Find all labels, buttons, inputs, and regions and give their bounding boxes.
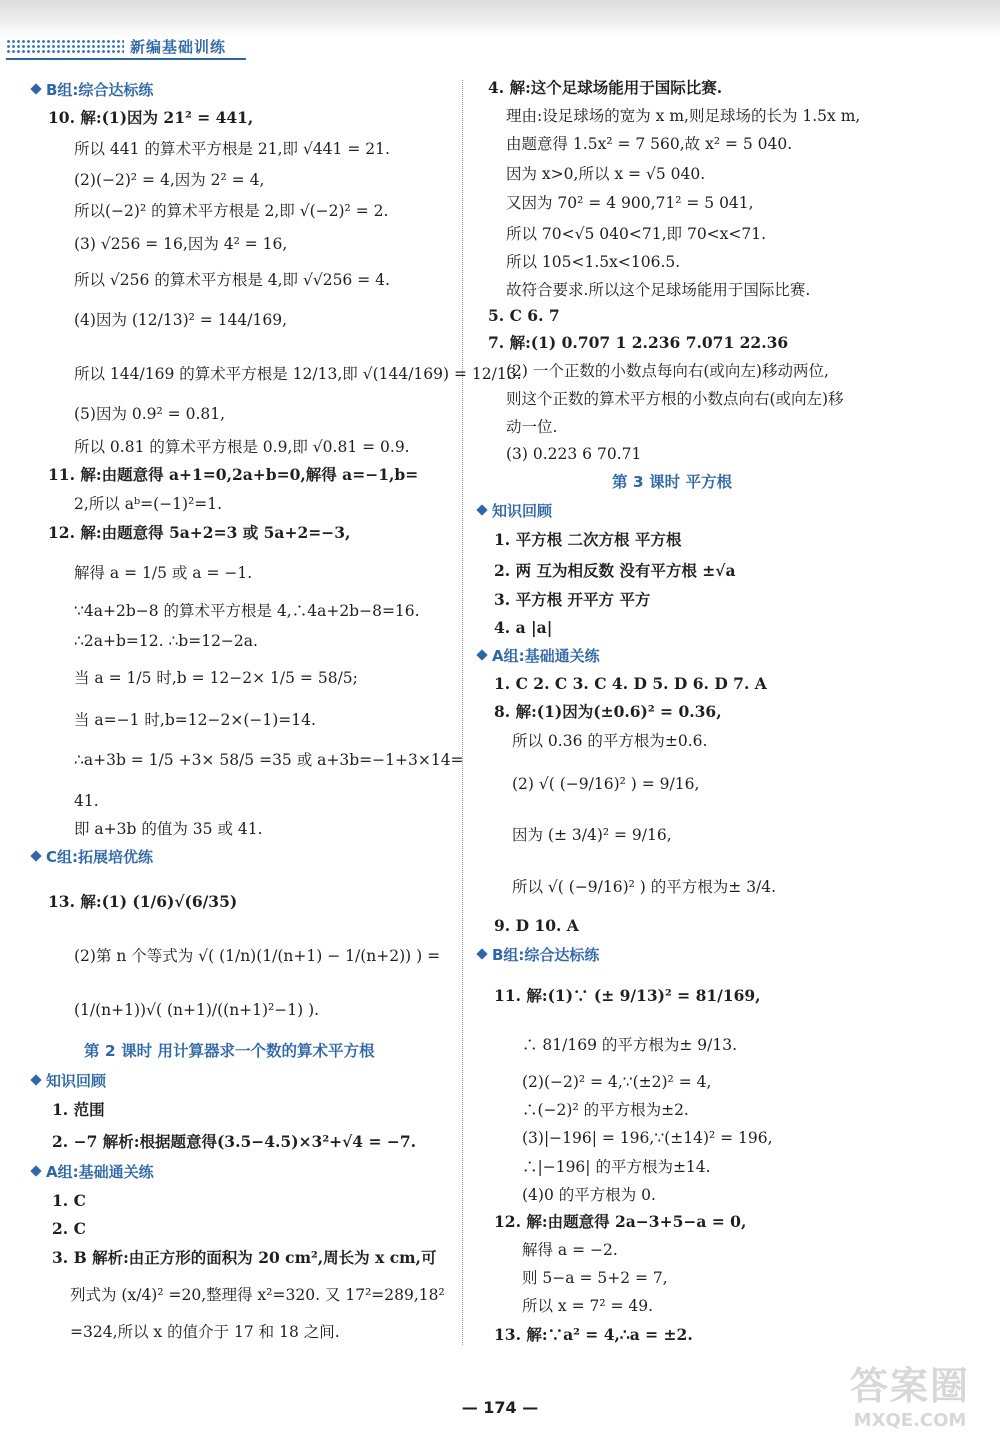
watermark-text: 答案圈 xyxy=(849,1364,970,1408)
section-label: 知识回顾 xyxy=(492,502,553,520)
answer-line: 当 a = 1/5 时,b = 12−2× 1/5 = 58/5; xyxy=(74,669,358,687)
section-label: 知识回顾 xyxy=(46,1072,107,1090)
answer-line: 所以 105<1.5x<106.5. xyxy=(506,253,681,271)
answer-line: 则 5−a = 5+2 = 7, xyxy=(522,1269,668,1287)
answer-line: ∵4a+2b−8 的算术平方根是 4,∴4a+2b−8=16. xyxy=(74,602,420,620)
answer-line: 7. 解:(1) 0.707 1 2.236 7.071 22.36 xyxy=(488,333,789,352)
answer-line: 4. 解:这个足球场能用于国际比赛. xyxy=(488,78,723,97)
answer-line: =324,所以 x 的值介于 17 和 18 之间. xyxy=(70,1323,340,1341)
diamond-icon xyxy=(30,850,41,861)
answer-line: 5. C 6. 7 xyxy=(488,306,560,325)
answer-line: 所以 x = 7² = 49. xyxy=(522,1297,654,1315)
answer-line: 3. 平方根 开平方 平方 xyxy=(494,590,651,609)
answer-line: (2)第 n 个等式为 √( (1/n)(1/(n+1) − 1/(n+2)) ) = xyxy=(74,947,441,965)
answer-line: 1. C 2. C 3. C 4. D 5. D 6. D 7. A xyxy=(494,674,767,693)
section-label: B组:综合达标练 xyxy=(46,81,154,99)
section-label: A组:基础通关练 xyxy=(46,1163,154,1181)
series-logo xyxy=(6,36,246,56)
answer-line: 由题意得 1.5x² = 7 560,故 x² = 5 040. xyxy=(506,135,793,153)
section-heading-c xyxy=(32,847,153,867)
answer-line: 因为 x>0,所以 x = √5 040. xyxy=(506,165,706,183)
answer-line: 41. xyxy=(74,792,99,810)
section-heading-b xyxy=(32,80,153,100)
answer-line: 3. B 解析:由正方形的面积为 20 cm²,周长为 x cm,可 xyxy=(52,1248,437,1267)
answer-line: 2. 两 互为相反数 没有平方根 ±√a xyxy=(494,561,736,580)
answer-line: ∴2a+b=12. ∴b=12−2a. xyxy=(74,632,258,650)
answer-line: 所以 0.36 的平方根为±0.6. xyxy=(512,732,708,750)
section-heading-review xyxy=(32,1071,106,1091)
answer-line: 1. 平方根 二次方根 平方根 xyxy=(494,530,682,549)
answer-line: (2) √( (−9/16)² ) = 9/16, xyxy=(512,775,700,793)
answer-line: 列式为 (x/4)² =20,整理得 x²=320. 又 17²=289,18² xyxy=(70,1286,445,1304)
answer-line: 所以(−2)² 的算术平方根是 2,即 √(−2)² = 2. xyxy=(74,202,389,220)
answer-line: 即 a+3b 的值为 35 或 41. xyxy=(74,820,263,838)
answer-line: 11. 解:由题意得 a+1=0,2a+b=0,解得 a=−1,b= xyxy=(48,465,419,484)
answer-line: 1. C xyxy=(52,1191,86,1210)
page-number: — 174 — xyxy=(461,1398,539,1417)
answer-line: 4. a |a| xyxy=(494,618,553,637)
answer-line: 因为 (± 3/4)² = 9/16, xyxy=(512,826,672,844)
answer-line: 动一位. xyxy=(506,418,558,436)
section-heading-b xyxy=(478,945,599,965)
answer-line: (3)|−196| = 196,∵(±14)² = 196, xyxy=(522,1129,773,1147)
answer-line: 13. 解:(1) (1/6)√(6/35) xyxy=(48,892,238,911)
answer-line: (2) 一个正数的小数点每向右(或向左)移动两位, xyxy=(506,362,829,380)
answer-line: 2. −7 解析:根据题意得(3.5−4.5)×3²+√4 = −7. xyxy=(52,1132,417,1151)
answer-line: (5)因为 0.9² = 0.81, xyxy=(74,405,226,423)
answer-line: 11. 解:(1)∵ (± 9/13)² = 81/169, xyxy=(494,986,761,1005)
answer-line: ∴ 81/169 的平方根为± 9/13. xyxy=(522,1036,738,1054)
answer-line: 所以 √( (−9/16)² ) 的平方根为± 3/4. xyxy=(512,878,777,896)
answer-line: 1. 范围 xyxy=(52,1100,105,1119)
answer-line: 解得 a = −2. xyxy=(522,1241,618,1259)
answer-line: 2. C xyxy=(52,1219,86,1238)
answer-line: 12. 解:由题意得 5a+2=3 或 5a+2=−3, xyxy=(48,523,351,542)
section-label: A组:基础通关练 xyxy=(492,647,600,665)
diamond-icon xyxy=(476,948,487,959)
section-heading-review xyxy=(478,501,552,521)
answer-line: ∴|−196| 的平方根为±14. xyxy=(522,1158,711,1176)
header-rule xyxy=(6,58,246,60)
answer-line: 当 a=−1 时,b=12−2×(−1)=14. xyxy=(74,711,316,729)
answer-line: (2)(−2)² = 4,因为 2² = 4, xyxy=(74,171,265,189)
watermark-logo xyxy=(825,1352,995,1434)
answer-line: 所以 0.81 的算术平方根是 0.9,即 √0.81 = 0.9. xyxy=(74,438,410,456)
section-label: B组:综合达标练 xyxy=(492,946,600,964)
section-label: C组:拓展培优练 xyxy=(46,848,154,866)
answer-line: 解得 a = 1/5 或 a = −1. xyxy=(74,564,253,582)
answer-line: 8. 解:(1)因为(±0.6)² = 0.36, xyxy=(494,702,722,721)
answer-line: (4)因为 (12/13)² = 144/169, xyxy=(74,311,288,329)
diamond-icon xyxy=(476,504,487,515)
top-band xyxy=(0,0,1000,38)
answer-line: 所以 70<√5 040<71,即 70<x<71. xyxy=(506,225,767,243)
answer-line: 2,所以 aᵇ=(−1)²=1. xyxy=(74,495,223,513)
diamond-icon xyxy=(30,1074,41,1085)
answer-line: 所以 144/169 的算术平方根是 12/13,即 √(144/169) = 12/13. xyxy=(74,365,522,383)
section-heading-a xyxy=(478,646,600,666)
answer-line: ∴(−2)² 的平方根为±2. xyxy=(522,1101,689,1119)
answer-line: (4)0 的平方根为 0. xyxy=(522,1186,656,1204)
answer-line: (3) √256 = 16,因为 4² = 16, xyxy=(74,235,288,253)
answer-line: 13. 解:∵a² = 4,∴a = ±2. xyxy=(494,1325,693,1344)
diamond-icon xyxy=(30,83,41,94)
answer-line: 故符合要求.所以这个足球场能用于国际比赛. xyxy=(506,281,811,299)
answer-line: 12. 解:由题意得 2a−3+5−a = 0, xyxy=(494,1212,747,1231)
answer-line: (1/(n+1))√( (n+1)/((n+1)²−1) ). xyxy=(74,1001,320,1019)
lesson-heading-2: 第 2 课时 用计算器求一个数的算术平方根 xyxy=(84,1042,375,1060)
answer-line: 则这个正数的算术平方根的小数点向右(或向左)移 xyxy=(506,390,844,408)
answer-line: 10. 解:(1)因为 21² = 441, xyxy=(48,108,254,127)
answer-line: (2)(−2)² = 4,∵(±2)² = 4, xyxy=(522,1073,712,1091)
diamond-icon xyxy=(476,649,487,660)
series-title: 新编基础训练 xyxy=(130,37,227,56)
column-divider xyxy=(462,80,463,1345)
logo-dots-decoration xyxy=(6,39,124,53)
answer-line: ∴a+3b = 1/5 +3× 58/5 =35 或 a+3b=−1+3×14= xyxy=(74,751,464,769)
watermark-url: MXQE.COM xyxy=(853,1410,967,1431)
answer-line: 所以 441 的算术平方根是 21,即 √441 = 21. xyxy=(74,140,390,158)
answer-line: (3) 0.223 6 70.71 xyxy=(506,445,642,463)
answer-line: 理由:设足球场的宽为 x m,则足球场的长为 1.5x m, xyxy=(506,107,861,125)
answer-line: 又因为 70² = 4 900,71² = 5 041, xyxy=(506,194,754,212)
section-heading-a xyxy=(32,1162,154,1182)
diamond-icon xyxy=(30,1165,41,1176)
answer-line: 所以 √256 的算术平方根是 4,即 √√256 = 4. xyxy=(74,271,390,289)
answer-line: 9. D 10. A xyxy=(494,916,579,935)
lesson-heading-3: 第 3 课时 平方根 xyxy=(612,473,732,491)
